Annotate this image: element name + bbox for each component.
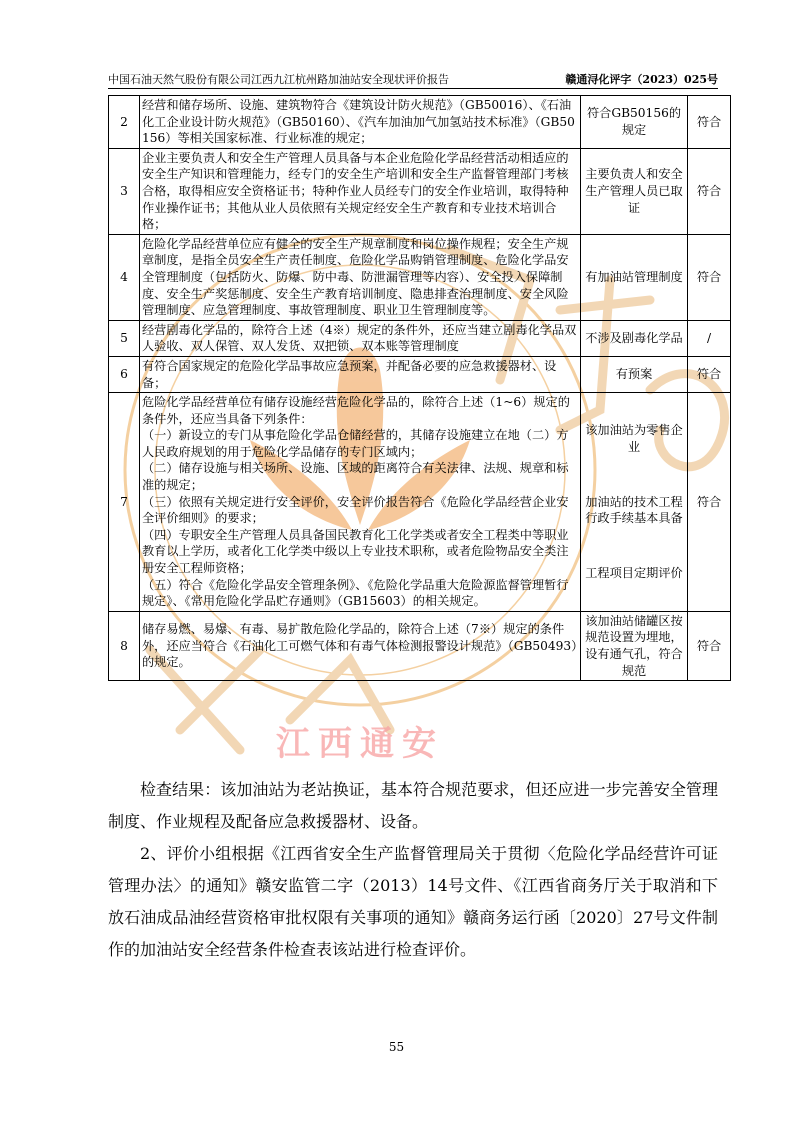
requirement-text: 经营和储存场所、设施、建筑物符合《建筑设计防火规范》（GB50016）、《石油化工企业设计防火规范》（GB50160）、《汽车加油加气加氢站技术标准》（GB50156）等相关国家标准、行业标准的规定； bbox=[142, 98, 575, 146]
requirement-cell bbox=[140, 96, 581, 149]
check-result-cell bbox=[581, 393, 688, 612]
requirement-text: 经营剧毒化学品的，除符合上述（4※）规定的条件外，还应当建立剧毒化学品双人验收、双人保管、双人发货、双把锁、双本账等管理制度 bbox=[142, 322, 577, 354]
row-number: 8 bbox=[109, 611, 140, 680]
row-number: 4 bbox=[109, 234, 140, 320]
conclusion-cell: 符合 bbox=[688, 611, 731, 680]
safety-checklist-table bbox=[108, 95, 731, 681]
evaluation-basis-paragraph: 2、评价小组根据《江西省安全生产监督管理局关于贯彻〈危险化学品经营许可证管理办法〉的通知》赣安监管二字（2013）14号文件、《江西省商务厅关于取消和下放石油成品油经营资格审批权限有关事项的通知》赣商务运行函〔2020〕27号文件制作的加油站安全经营条件检查表该站进行检查评价。 bbox=[108, 844, 718, 959]
requirement-text: （三）依照有关规定进行安全评价，安全评价报告符合《危险化学品经营企业安全评价细则》的要求； bbox=[142, 494, 569, 526]
row-number: 6 bbox=[109, 356, 140, 392]
requirement-cell bbox=[140, 611, 581, 680]
check-result-text: 符合GB50156的规定 bbox=[586, 106, 682, 137]
requirement-text: 储存易燃、易爆、有毒、易扩散危险化学品的，除符合上述（7※）规定的条件外，还应当符合《石油化工可燃气体和有毒气体检测报警设计规范》（GB50493）的规定。 bbox=[142, 622, 578, 670]
table-row bbox=[109, 393, 731, 612]
requirement-cell bbox=[140, 356, 581, 392]
check-result-text: 工程项目定期评价 bbox=[585, 565, 683, 580]
check-result-text: 有预案 bbox=[615, 367, 653, 382]
check-result-text: 该加油站储罐区按规范设置为埋地，设有通气孔，符合规范 bbox=[585, 613, 683, 678]
conclusion-cell: / bbox=[688, 320, 731, 356]
requirement-text: （一）新设立的专门从事危险化学品仓储经营的，其储存设施建立在地（二）方人民政府规划的用于危险化学品储存的专门区域内； bbox=[142, 428, 569, 459]
row-number: 2 bbox=[109, 96, 140, 149]
check-result-cell bbox=[581, 611, 688, 680]
spacer bbox=[583, 456, 685, 494]
requirement-text: 有符合国家规定的危险化学品事故应急预案，并配备必要的应急救援器材、设备； bbox=[142, 358, 557, 390]
check-result-text: 加油站的技术工程行政手续基本具备 bbox=[585, 494, 683, 526]
row-number: 5 bbox=[109, 320, 140, 356]
requirement-cell bbox=[140, 234, 581, 320]
conclusion-cell: 符合 bbox=[688, 356, 731, 392]
check-result-text: 该加油站为零售企业 bbox=[585, 423, 683, 455]
requirement-cell bbox=[140, 148, 581, 234]
table-row bbox=[109, 148, 731, 234]
table-row bbox=[109, 611, 731, 680]
requirement-text: （五）符合《危险化学品安全管理条例》、《危险化学品重大危险源监督管理暂行规定》、《常用危险化学品贮存通则》（GB15603）的相关规定。 bbox=[142, 577, 569, 609]
requirement-text: （四）专职安全生产管理人员具备国民教育化工化学类或者安全工程类中等职业教育以上学历，或者化工化学类中级以上专业技术职称，或者危险物品安全类注册安全工程师资格； bbox=[142, 527, 569, 576]
svg-text:江西通安: 江西通安 bbox=[276, 724, 444, 764]
check-result-paragraph: 检查结果：该加油站为老站换证，基本符合规范要求，但还应进一步完善安全管理制度、作业规程及配备应急救援器材、设备。 bbox=[108, 780, 718, 831]
check-result-cell bbox=[581, 320, 688, 356]
table-row bbox=[109, 356, 731, 392]
header-report-title: 中国石油天然气股份有限公司江西九江杭州路加油站安全现状评价报告 bbox=[108, 73, 449, 86]
check-result-cell bbox=[581, 96, 688, 149]
conclusion-cell: 符合 bbox=[688, 393, 731, 612]
row-number: 7 bbox=[109, 393, 140, 612]
row-number: 3 bbox=[109, 148, 140, 234]
header-report-number: 赣通浔化评字（2023）025号 bbox=[565, 73, 718, 86]
requirement-cell bbox=[140, 320, 581, 356]
requirement-text: 危险化学品经营单位应有健全的安全生产规章制度和岗位操作规程；安全生产规章制度，是指全员安全生产责任制度、危险化学品购销管理制度、危险化学品安全管理制度（包括防火、防爆、防中毒、防泄漏管理等内容）、安全投入保障制度、安全生产奖惩制度、安全生产教育培训制度、隐患排查治理制度、安全风险管理制度、应急管理制度、事故管理制度、职业卫生管理制度等。 bbox=[142, 236, 569, 318]
requirement-cell bbox=[140, 393, 581, 612]
requirement-text: 危险化学品经营单位有储存设施经营危险化学品的，除符合上述（1~6）规定的条件外，还应当具备下列条件： bbox=[142, 395, 570, 426]
body-text bbox=[108, 774, 718, 966]
table-row bbox=[109, 320, 731, 356]
spacer bbox=[583, 527, 685, 565]
check-result-text: 有加油站管理制度 bbox=[585, 269, 683, 284]
requirement-text: 企业主要负责人和安全生产管理人员具备与本企业危险化学品经营活动相适应的安全生产知识和管理能力，经专门的安全生产培训和安全生产监督管理部门考核合格，取得相应安全资格证书；特种作业人员经专门的安全作业培训，取得特种作业操作证书；其他从业人员依照有关规定经安全生产教育和专业技术培训合格； bbox=[142, 150, 569, 232]
check-result-cell bbox=[581, 234, 688, 320]
requirement-text: （二）储存设施与相关场所、设施、区域的距离符合有关法律、法规、规章和标准的规定； bbox=[142, 461, 569, 493]
check-result-text: 不涉及剧毒化学品 bbox=[585, 331, 683, 346]
table-row bbox=[109, 96, 731, 149]
conclusion-cell: 符合 bbox=[688, 234, 731, 320]
page-number: 55 bbox=[388, 1040, 405, 1054]
conclusion-cell: 符合 bbox=[688, 148, 731, 234]
check-result-cell bbox=[581, 356, 688, 392]
check-result-cell bbox=[581, 148, 688, 234]
page-header bbox=[108, 68, 718, 89]
conclusion-cell: 符合 bbox=[688, 96, 731, 149]
table-row bbox=[109, 234, 731, 320]
check-result-text: 主要负责人和安全生产管理人员已取证 bbox=[585, 167, 683, 215]
